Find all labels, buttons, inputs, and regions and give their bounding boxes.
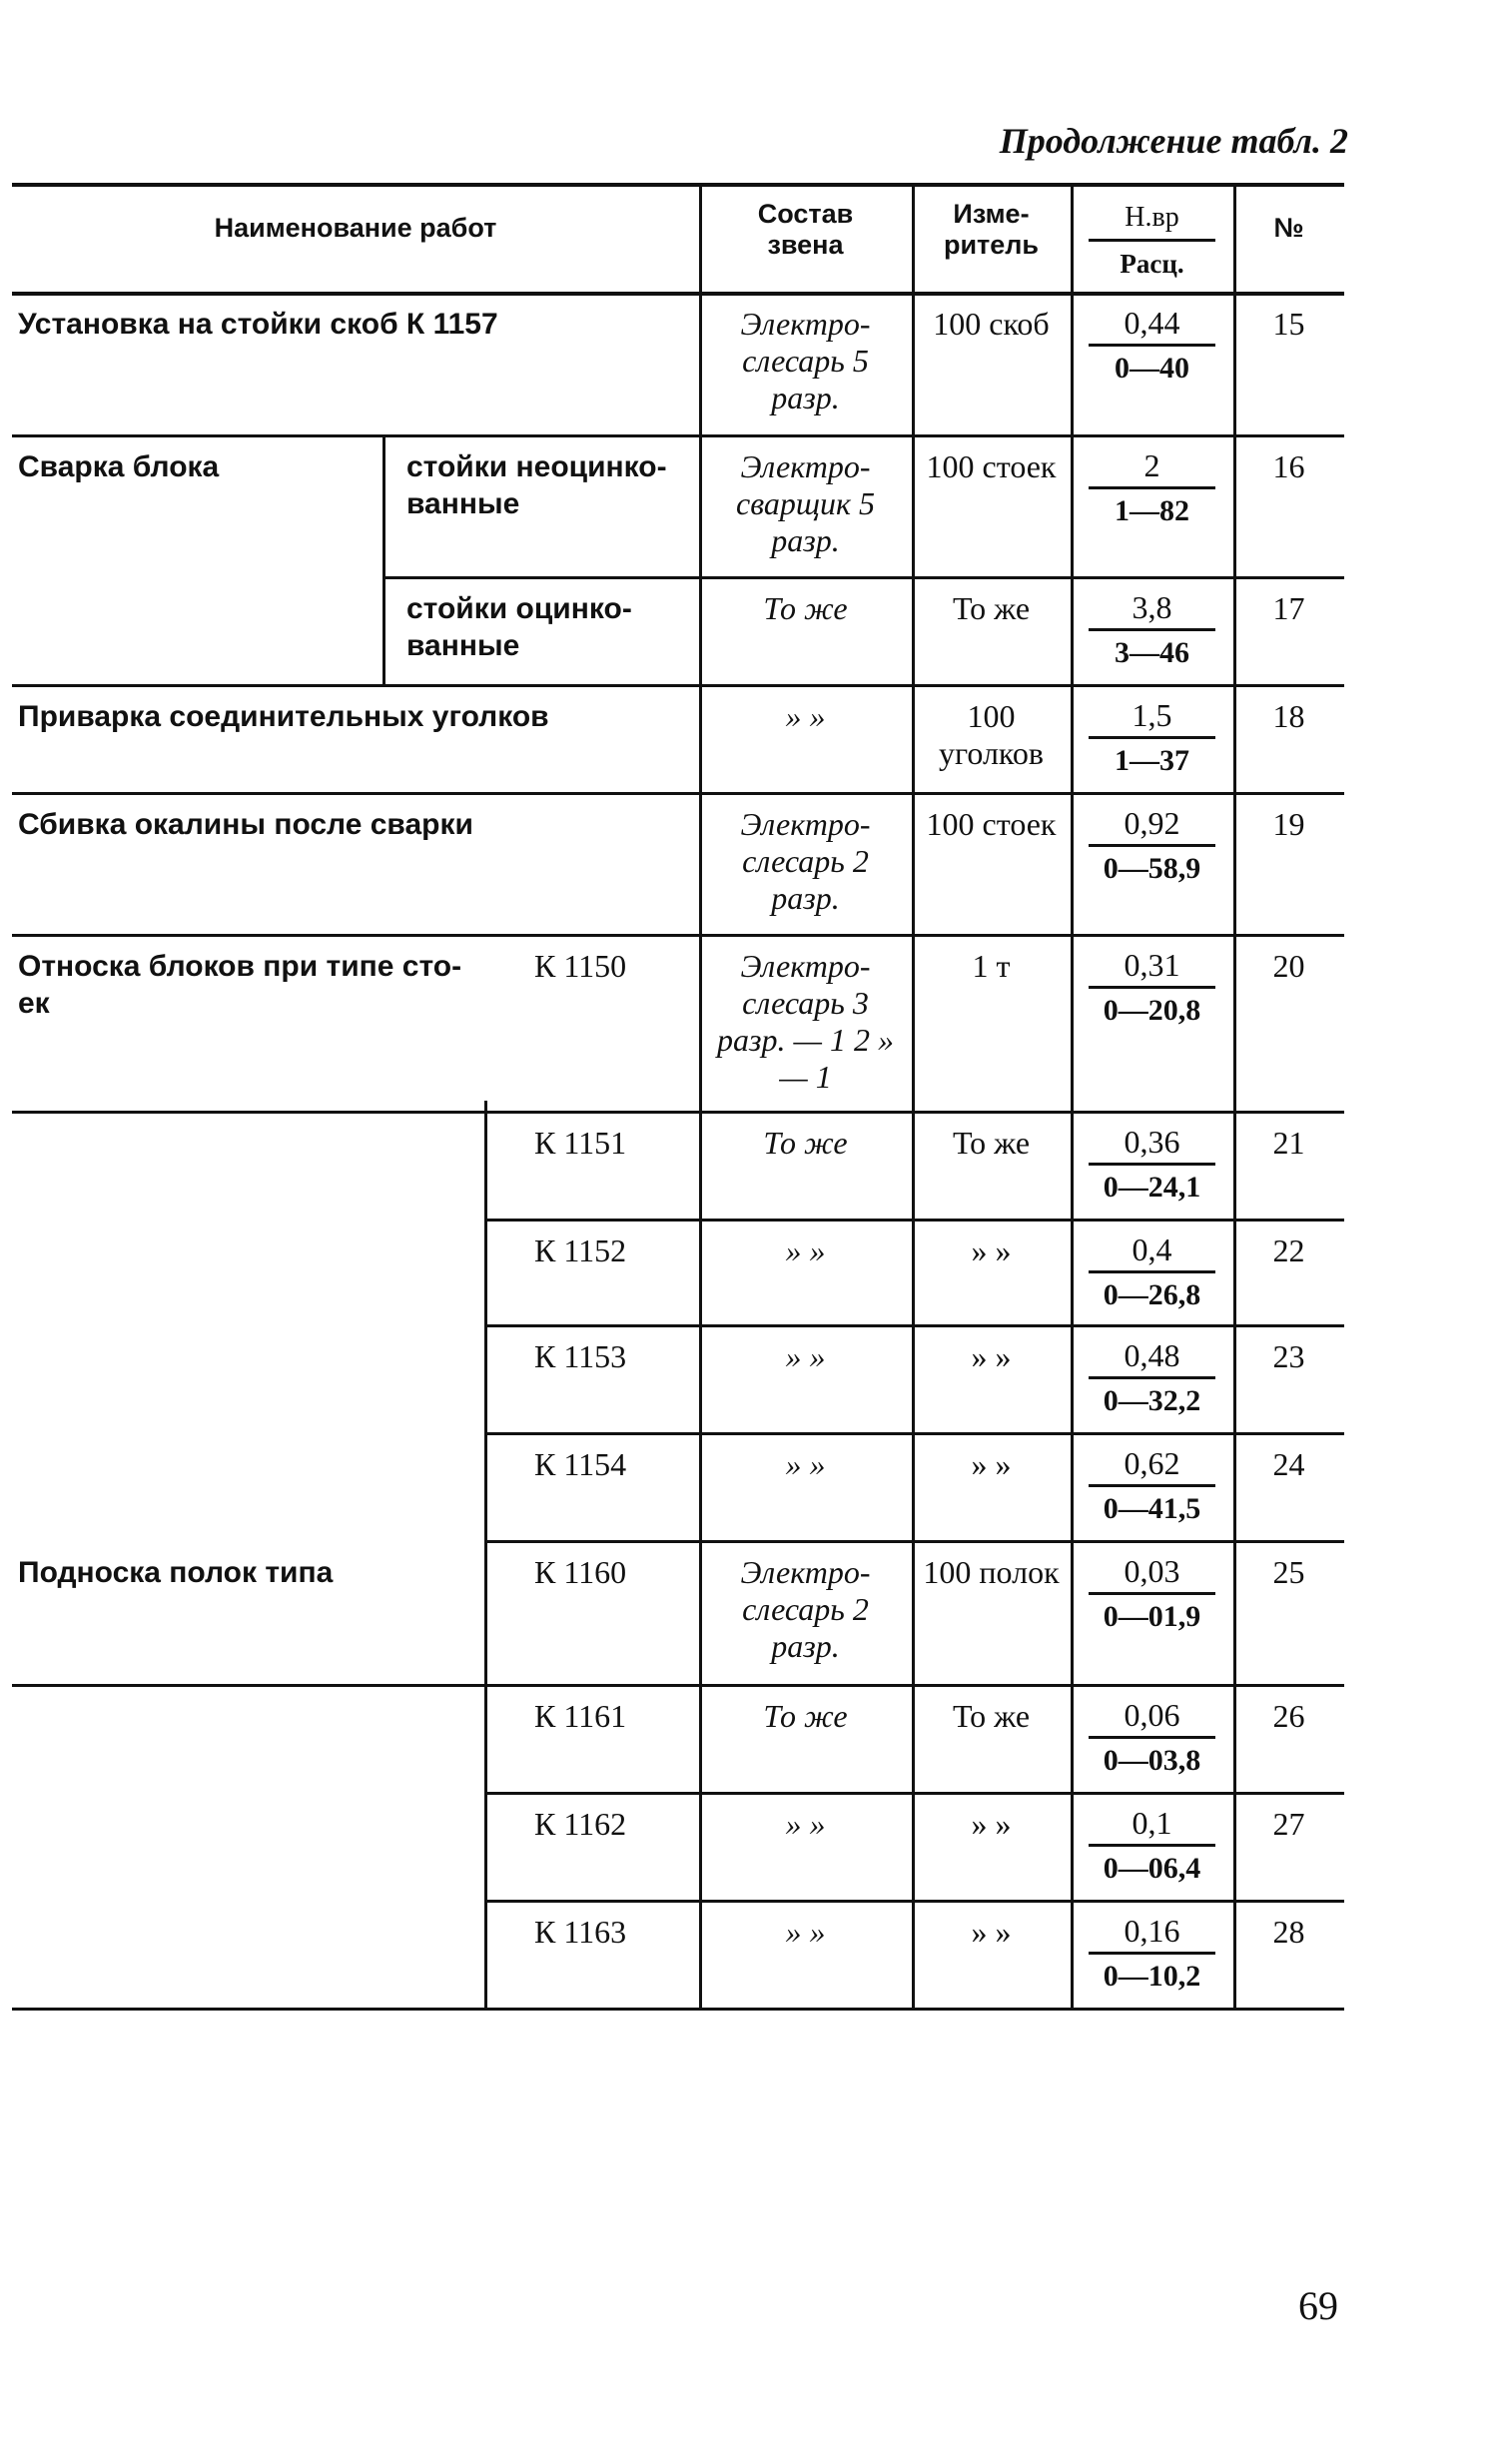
header-name: Наименование работ [214,213,497,243]
work-name: Приварка соединительных уголков [18,700,549,733]
norm-time: 0,1 [1132,1805,1172,1841]
item-type: К 1162 [534,1806,627,1842]
rate: 1—82 [1115,494,1189,527]
table-continuation-caption: Продолжение табл. 2 [999,121,1348,161]
norm-rate-fraction [1071,1912,1233,1995]
rate: 0—03,8 [1103,1744,1201,1777]
item-type: К 1154 [534,1446,627,1482]
crew-composition: Электро- слесарь 3 разр. — 1 2 » — 1 [717,948,894,1095]
item-type: К 1153 [534,1338,627,1374]
rate: 0—58,9 [1103,852,1201,885]
fraction-bar [1089,986,1215,989]
table-rule [12,684,1344,687]
measure-unit: » » [971,1232,1012,1268]
rate: 0—32,2 [1103,1384,1201,1417]
crew-composition: » » [785,698,826,734]
crew-composition: Электро- слесарь 2 разр. [740,1554,871,1664]
norm-rate-fraction [1071,1696,1233,1779]
crew-composition: Электро- слесарь 5 разр. [740,306,871,415]
measure-unit: То же [952,1698,1031,1734]
column-rule [912,183,915,2010]
rate: 0—20,8 [1103,994,1201,1027]
row-number: 19 [1272,806,1305,842]
work-name: Установка на стойки скоб К 1157 [18,308,498,341]
norm-time: 3,8 [1132,589,1172,625]
crew-composition: » » [785,1338,826,1374]
norm-time: 0,48 [1124,1337,1180,1373]
table-rule [12,183,1344,187]
header-number: № [1273,213,1304,243]
measure-unit: 100 стоек [926,448,1057,484]
item-type: К 1152 [534,1232,627,1268]
measure-unit: 100 полок [923,1554,1060,1590]
work-name: Подноска полок типа [18,1556,334,1589]
fraction-bar [1089,1952,1215,1955]
fraction-bar [1089,628,1215,631]
crew-composition: » » [785,1232,826,1268]
norm-time: 1,5 [1132,697,1172,733]
table-rule [12,1111,1344,1114]
rate: 0—06,4 [1103,1852,1201,1885]
norm-time: 2 [1143,447,1160,483]
measure-unit: 100 стоек [926,806,1057,842]
fraction-bar [1089,844,1215,847]
crew-composition: » » [785,1914,826,1950]
row-number: 27 [1272,1806,1305,1842]
norm-rate-fraction [1071,1552,1233,1635]
norm-rate-fraction [1071,1230,1233,1313]
table-rule [12,2008,1344,2011]
norm-time: 0,16 [1124,1913,1180,1949]
crew-composition: Электро- сварщик 5 разр. [736,448,875,558]
table-rule [382,576,1344,579]
work-subname: стойки неоцинко- ванные [406,450,667,520]
norm-rate-fraction [1071,804,1233,887]
rate: 0—26,8 [1103,1278,1201,1311]
table-rule [12,934,1344,937]
table-rule [12,292,1344,296]
crew-composition: То же [763,590,848,626]
measure-unit: То же [952,1125,1031,1161]
rate: 1—37 [1115,744,1189,777]
fraction-bar [1089,1270,1215,1273]
work-subname: стойки оцинко- ванные [406,592,632,662]
row-number: 24 [1272,1446,1305,1482]
item-type: К 1163 [534,1914,627,1950]
norm-rate-fraction [1071,1444,1233,1527]
measure-unit: » » [971,1338,1012,1374]
measure-unit: » » [971,1914,1012,1950]
row-number: 22 [1272,1232,1305,1268]
norm-rate-fraction [1071,946,1233,1029]
table-rule [12,434,1344,437]
fraction-bar [1089,1376,1215,1379]
row-number: 28 [1272,1914,1305,1950]
crew-composition: » » [785,1806,826,1842]
norm-rate-fraction [1071,588,1233,671]
norm-rate-fraction [1071,1336,1233,1419]
row-number: 21 [1272,1125,1305,1161]
norm-rate-fraction [1071,696,1233,779]
page-number: 69 [1298,2283,1338,2328]
fraction-bar [1089,736,1215,739]
row-number: 18 [1272,698,1305,734]
table-rule [12,1684,1344,1687]
header-norm-time: Н.вр [1125,202,1179,233]
measure-unit: 1 т [972,948,1011,984]
fraction-bar [1089,239,1215,242]
norm-rate-fraction [1071,304,1233,387]
norm-time: 0,62 [1124,1445,1180,1481]
fraction-bar [1089,1163,1215,1166]
fraction-bar [1089,486,1215,489]
norm-time: 0,36 [1124,1124,1180,1160]
row-number: 20 [1272,948,1305,984]
header-rate: Расц. [1120,249,1184,279]
norm-time: 0,31 [1124,947,1180,983]
item-type: К 1161 [534,1698,627,1734]
rate: 0—10,2 [1103,1960,1201,1993]
row-number: 23 [1272,1338,1305,1374]
row-number: 17 [1272,590,1305,626]
rate: 0—01,9 [1103,1600,1201,1633]
norm-time: 0,06 [1124,1697,1180,1733]
rate: 3—46 [1115,636,1189,669]
crew-composition: То же [763,1125,848,1161]
crew-composition: Электро- слесарь 2 разр. [740,806,871,916]
norm-time: 0,44 [1124,305,1180,341]
row-number: 26 [1272,1698,1305,1734]
item-type: К 1160 [534,1554,627,1590]
norm-time: 0,92 [1124,805,1180,841]
header-composition: Состав звена [757,199,854,260]
norm-rate-fraction [1071,1804,1233,1887]
norm-rate-fraction [1071,1123,1233,1206]
work-name: Относка блоков при типе сто- ек [18,950,462,1020]
header-unit: Изме- ритель [943,199,1040,260]
norm-time: 0,03 [1124,1553,1180,1589]
norm-rate-fraction [1071,446,1233,529]
row-number: 15 [1272,306,1305,342]
crew-composition: » » [785,1446,826,1482]
measure-unit: То же [952,590,1031,626]
table-rule [12,792,1344,795]
work-name: Сбивка окалины после сварки [18,808,473,841]
type-column-rule [484,1101,487,2010]
row-number: 16 [1272,448,1305,484]
measure-unit: » » [971,1446,1012,1482]
fraction-bar [1089,1592,1215,1595]
header-norm-rate [1071,199,1233,282]
fraction-bar [1089,344,1215,347]
rate: 0—41,5 [1103,1492,1201,1525]
measure-unit: 100 уголков [939,698,1044,771]
item-type: К 1150 [534,948,627,984]
row-number: 25 [1272,1554,1305,1590]
norm-time: 0,4 [1132,1231,1172,1267]
fraction-bar [1089,1844,1215,1847]
column-rule [699,183,702,2010]
measure-unit: 100 скоб [933,306,1050,342]
work-name: Сварка блока [18,450,220,483]
rate: 0—24,1 [1103,1171,1201,1204]
fraction-bar [1089,1484,1215,1487]
fraction-bar [1089,1736,1215,1739]
rate: 0—40 [1115,352,1189,385]
item-type: К 1151 [534,1125,627,1161]
measure-unit: » » [971,1806,1012,1842]
crew-composition: То же [763,1698,848,1734]
